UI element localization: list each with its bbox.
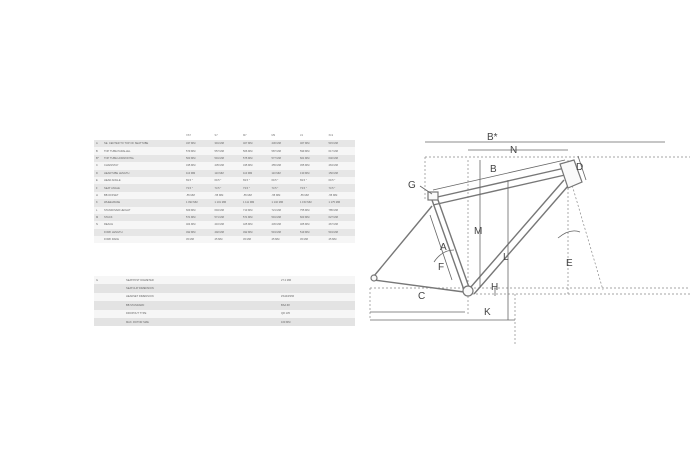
row-letter: A [94, 140, 102, 147]
label-n: N [510, 145, 518, 156]
row-value: 347 MM [184, 140, 213, 147]
row-value: 45 MM [327, 236, 356, 243]
row-value: 45 MM [270, 236, 299, 243]
geometry-table [94, 131, 355, 243]
row-value: 1 111 MM [241, 199, 270, 206]
row-value: 435 MM [241, 162, 270, 169]
row-value: 1 175 MM [327, 199, 356, 206]
row-value: 557 MM [213, 147, 242, 154]
spec-letter [94, 318, 124, 326]
row-letter: K [94, 199, 102, 206]
row-value: 435 MM [213, 162, 242, 169]
row-value: -55 MM [184, 192, 213, 199]
label-g: G [408, 180, 416, 191]
geometry-header-row [94, 131, 355, 140]
row-name: HEAD ANGLE [102, 177, 184, 184]
row-value: 45 MM [213, 236, 242, 243]
row-name: TOP TUBE PARALLEL [102, 147, 184, 154]
row-value: 425 MM [241, 221, 270, 228]
row-name: SEAT ANGLE [102, 184, 184, 191]
spec-row [94, 276, 355, 284]
row-letter: D [94, 170, 102, 177]
label-a: A [440, 242, 447, 253]
row-name: STANDOVER HEIGHT [102, 207, 184, 214]
header-letter [94, 131, 102, 140]
geometry-row [94, 162, 355, 169]
spec-row [94, 293, 355, 301]
spec-letter [94, 284, 124, 292]
size-header: XS7 [186, 134, 191, 137]
geometry-row [94, 221, 355, 228]
seat-stay [374, 206, 432, 276]
row-value: 130 MM [298, 170, 327, 177]
row-letter: B* [94, 155, 102, 162]
row-value: 150 MM [327, 170, 356, 177]
row-name: FORK RAKE [102, 236, 184, 243]
spec-name: MAX. ROTOR SIZE [124, 318, 279, 326]
row-letter: N [94, 221, 102, 228]
row-value: 69.5 ° [327, 177, 356, 184]
row-name: SE. CENTER TO TOP OF SEATTUBE [102, 140, 184, 147]
row-value: -55 MM [327, 192, 356, 199]
row-value: -55 MM [270, 192, 299, 199]
row-value: 69.5 ° [241, 177, 270, 184]
geometry-row [94, 170, 355, 177]
row-value: 73.5 ° [298, 184, 327, 191]
row-value: 563 MM [184, 155, 213, 162]
row-value: 571 MM [213, 214, 242, 221]
row-value: 69.5 ° [184, 177, 213, 184]
row-value: 627 MM [327, 214, 356, 221]
frame-geometry-diagram [360, 120, 690, 350]
row-value: 45 MM [298, 236, 327, 243]
geometry-row [94, 147, 355, 154]
row-letter: B [94, 147, 102, 154]
row-value: 110 MM [184, 170, 213, 177]
spec-row [94, 301, 355, 309]
row-value: 617 MM [327, 147, 356, 154]
row-value: 587 MM [270, 147, 299, 154]
down-tube [470, 180, 564, 288]
geometry-row [94, 199, 355, 206]
row-value: 492 MM [184, 229, 213, 236]
row-value: 519 MM [298, 229, 327, 236]
row-value: 73.5 ° [327, 184, 356, 191]
row-value: 577 MM [270, 155, 299, 162]
row-letter [94, 236, 102, 243]
spec-value: ZS44/ZS56 [279, 293, 355, 301]
row-value: 407 MM [241, 140, 270, 147]
size-header: L9 [300, 134, 303, 137]
row-letter: M [94, 214, 102, 221]
row-name: BB OFFSET [102, 192, 184, 199]
spec-letter [94, 310, 124, 318]
row-value: 492 MM [213, 229, 242, 236]
row-value: 601 MM [298, 155, 327, 162]
row-value: 515 MM [327, 140, 356, 147]
spec-name: SEATCLIP DIMENSION [124, 284, 279, 292]
spec-value: 27.2 MM [279, 276, 355, 284]
row-value: 713 MM [241, 207, 270, 214]
row-value: 45 MM [184, 236, 213, 243]
geometry-row [94, 140, 355, 147]
row-letter: E [94, 177, 102, 184]
row-value: 467 MM [298, 140, 327, 147]
spec-table [94, 276, 355, 326]
spec-table-body [94, 276, 355, 326]
row-letter: F [94, 184, 102, 191]
row-value: 73.5 ° [213, 184, 242, 191]
bottom-bracket [463, 286, 473, 296]
label-b: B [490, 164, 497, 175]
size-header: M7 [243, 134, 247, 137]
row-value: 69.5 ° [213, 177, 242, 184]
label-e: E [566, 258, 573, 269]
row-value: 519 MM [327, 229, 356, 236]
spec-value [279, 284, 355, 292]
row-value: 591 MM [213, 155, 242, 162]
spec-value: 160 MM [279, 318, 355, 326]
row-letter: C [94, 162, 102, 169]
row-name: WHEELBASE [102, 199, 184, 206]
down-tube-inner [474, 186, 568, 294]
geometry-table-body [94, 140, 355, 243]
angle-arc-e [558, 231, 580, 238]
geometry-row [94, 192, 355, 199]
row-letter: H [94, 192, 102, 199]
size-header: M9 [271, 134, 276, 137]
spec-row [94, 310, 355, 318]
row-value: 110 MM [213, 170, 242, 177]
row-name: STACK [102, 214, 184, 221]
spec-value: QR 135 [279, 310, 355, 318]
row-value: 579 MM [184, 147, 213, 154]
row-value: 1 132 MM [270, 199, 299, 206]
row-value: 465 MM [298, 221, 327, 228]
geometry-row [94, 177, 355, 184]
dim-line-b [433, 160, 565, 190]
row-value: 110 MM [270, 170, 299, 177]
label-c: C [418, 291, 426, 302]
geometry-row [94, 236, 355, 243]
label-l: L [503, 252, 509, 263]
row-value: 571 MM [241, 214, 270, 221]
row-value: 599 MM [298, 147, 327, 154]
size-header: XL9 [328, 134, 334, 137]
row-value: 45 MM [241, 236, 270, 243]
geometry-row [94, 229, 355, 236]
row-value: 1 101 MM [213, 199, 242, 206]
row-value: 69.5 ° [298, 177, 327, 184]
spec-name: SEATPOST DIAMETER [124, 276, 279, 284]
row-value: 603 MM [298, 214, 327, 221]
row-value: 575 MM [241, 155, 270, 162]
spec-name: BB STANDARD [124, 301, 279, 309]
row-value: 721 MM [270, 207, 299, 214]
row-value: 404 MM [184, 221, 213, 228]
seat-tube [432, 200, 464, 290]
steering-axis-line [570, 178, 603, 290]
rear-dropout [371, 275, 377, 281]
spec-letter [94, 293, 124, 301]
row-value: 492 MM [241, 229, 270, 236]
geometry-row [94, 155, 355, 162]
spec-letter: G [94, 276, 124, 284]
row-letter: L [94, 207, 102, 214]
row-value: 566 MM [241, 147, 270, 154]
row-value: -55 MM [213, 192, 242, 199]
row-value: 694 MM [213, 207, 242, 214]
row-name: CHAINSTAY [102, 162, 184, 169]
top-tube [433, 168, 565, 198]
spec-letter [94, 301, 124, 309]
spec-row [94, 284, 355, 292]
label-d: D [576, 162, 584, 173]
row-value: 110 MM [241, 170, 270, 177]
row-value: 640 MM [327, 155, 356, 162]
geometry-row [94, 207, 355, 214]
row-value: 73.5 ° [184, 184, 213, 191]
row-letter [94, 229, 102, 236]
row-value: 1 093 MM [184, 199, 213, 206]
row-value: 391 MM [213, 140, 242, 147]
size-header: S7 [214, 134, 218, 137]
spec-name: DROPOUT TYPE [124, 310, 279, 318]
row-value: 571 MM [184, 214, 213, 221]
row-name: REACH [102, 221, 184, 228]
row-value: 755 MM [298, 207, 327, 214]
spec-value: BSA 68 [279, 301, 355, 309]
row-value: 455 MM [270, 162, 299, 169]
spec-row [94, 318, 355, 326]
row-name: HEADTUBE LENGTH [102, 170, 184, 177]
row-value: 467 MM [327, 221, 356, 228]
geometry-row [94, 184, 355, 191]
row-name: FORK LENGTH [102, 229, 184, 236]
geometry-row [94, 214, 355, 221]
row-value: 445 MM [270, 221, 299, 228]
label-f: F [438, 262, 445, 273]
row-value: 435 MM [184, 162, 213, 169]
header-name [102, 131, 184, 140]
row-value: 69.5 ° [270, 177, 299, 184]
row-value: 669 MM [184, 207, 213, 214]
spec-name: HEADSET DIMENSION [124, 293, 279, 301]
row-value: 519 MM [270, 229, 299, 236]
top-tube-inner [433, 175, 565, 205]
label-h: H [491, 282, 499, 293]
row-value: -55 MM [241, 192, 270, 199]
label-b-star: B* [487, 132, 498, 143]
label-k: K [484, 307, 491, 318]
row-value: 785 MM [327, 207, 356, 214]
row-value: 73.5 ° [241, 184, 270, 191]
row-name: TOP TUBE HORIZONTAL [102, 155, 184, 162]
seat-clamp [428, 192, 438, 200]
label-m: M [474, 226, 483, 237]
row-value: 1 153 MM [298, 199, 327, 206]
leader-g [420, 186, 432, 194]
row-value: 416 MM [213, 221, 242, 228]
row-value: 430 MM [270, 140, 299, 147]
row-value: 73.5 ° [270, 184, 299, 191]
row-value: -55 MM [298, 192, 327, 199]
row-value: 463 MM [327, 162, 356, 169]
row-value: 591 MM [270, 214, 299, 221]
row-value: 455 MM [298, 162, 327, 169]
